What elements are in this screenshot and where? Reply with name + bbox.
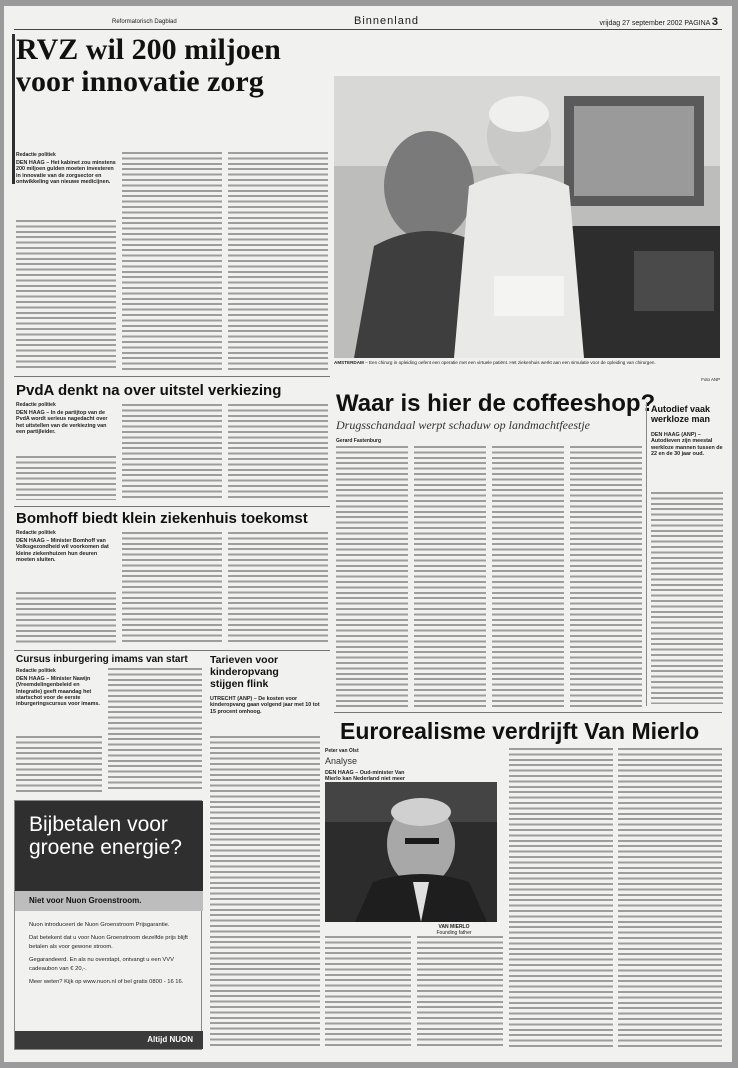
newspaper-page <box>4 6 732 1062</box>
tarieven-headline-line3: stijgen flink <box>210 678 269 690</box>
imams-headline: Cursus inburgering imams van start <box>16 654 188 665</box>
side-body <box>651 492 723 704</box>
date-page <box>600 16 718 28</box>
mierlo-byline: Peter van Olst <box>325 748 359 754</box>
coffeeshop-body-col4 <box>570 446 642 710</box>
pvda-lead: DEN HAAG – In de partijtop van de PvdA wordt serieus nagedacht over het uitstellen van de verkiezing van een partijleider. <box>16 410 108 435</box>
mierlo-body-col3 <box>509 748 613 1048</box>
photo-credit: Foto ANP <box>701 376 720 382</box>
divider <box>334 712 722 713</box>
page-label: PAGINA <box>684 20 710 27</box>
ad-tagline: Niet voor Nuon Groenstroom. <box>15 891 203 911</box>
bomhoff-lead: DEN HAAG – Minister Bomhoff van Volksgezondheid wil voorkomen dat kleine ziekenhuizen hun deuren moeten sluiten. <box>16 538 109 563</box>
ad-footer <box>15 1031 203 1049</box>
surgery-photo <box>334 76 720 358</box>
paper-name: Reformatorisch Dagblad <box>112 19 177 25</box>
mierlo-caption-role: Founding father <box>436 930 472 936</box>
rvz-body-col3 <box>228 152 328 370</box>
nuon-logo: Altijd NUON <box>147 1035 193 1044</box>
bomhoff-body-col1 <box>16 592 116 644</box>
mierlo-headline: Eurorealisme verdrijft Van Mierlo <box>340 718 700 744</box>
mierlo-body-col1 <box>325 936 411 1048</box>
side-headline: Autodief vaak werkloze man <box>651 404 711 424</box>
ad-copy-line: Nuon introduceert de Nuon Groenstroom Prijsgarantie. <box>29 922 170 928</box>
ad-copy-line: Dat betekent dat u voor Nuon Groenstroom dezelfde prijs blijft betalen als voor gewone stroom. <box>29 934 188 951</box>
coffeeshop-body-col3 <box>492 446 564 710</box>
pvda-headline: PvdA denkt na over uitstel verkiezing <box>16 382 282 399</box>
caption-text: – Een chirurg in opleiding oefent een operatie met een virtuele patiënt. Het ziekenhuis werkt aan een simulatie voor de opleiding van chirurgen. <box>365 360 656 365</box>
ad-copy <box>29 921 197 991</box>
imams-body-col1 <box>16 736 102 792</box>
caption-place: AMSTERDAM <box>334 360 364 365</box>
divider <box>14 376 330 377</box>
nuon-advertisement[interactable] <box>14 800 202 1050</box>
surgery-photo-image <box>334 76 720 358</box>
bomhoff-body-col3 <box>228 532 328 644</box>
rvz-body-col1 <box>16 220 116 370</box>
tarieven-headline-line1: Tarieven voor <box>210 654 279 666</box>
pvda-body-col3 <box>228 404 328 500</box>
coffeeshop-body-col1 <box>336 446 408 710</box>
divider <box>14 650 330 651</box>
tarieven-lead: UTRECHT (ANP) – De kosten voor kinderopvang gaan volgend jaar met 10 tot 15 procent omhoog. <box>210 696 320 715</box>
section-title: Binnenland <box>354 15 420 27</box>
imams-body-col2 <box>108 668 202 792</box>
mierlo-kicker: Analyse <box>325 756 358 766</box>
tarieven-headline <box>210 654 320 690</box>
coffeeshop-byline: Gerard Fastenburg <box>336 438 382 444</box>
divider <box>14 506 330 507</box>
mierlo-lead: DEN HAAG – Oud-minister Van Mierlo kan Nederland niet meer <box>325 770 405 783</box>
van-mierlo-caption <box>424 924 484 936</box>
coffeeshop-headline: Waar is hier de coffeeshop? <box>336 390 656 417</box>
side-article <box>646 402 722 706</box>
rvz-body-col2 <box>122 152 222 370</box>
side-lead: DEN HAAG (ANP) – Autodieven zijn meestal werkloze mannen tussen de 22 en de 30 jaar oud. <box>651 432 723 457</box>
rvz-headline-line2: voor innovatie zorg <box>16 64 264 98</box>
coffeeshop-body-col2 <box>414 446 486 710</box>
ad-copy-line: Meer weten? Kijk op www.nuon.nl of bel gratis 0800 - 16 16. <box>29 978 184 985</box>
pvda-byline: Redactie politiek <box>16 402 56 408</box>
mierlo-body-col4 <box>618 748 722 1048</box>
mierlo-caption-name: VAN MIERLO <box>438 924 470 930</box>
tarieven-headline-line2: kinderopvang <box>210 666 279 678</box>
mierlo-body-col2 <box>417 936 503 1048</box>
rvz-byline: Redactie politiek <box>16 152 56 158</box>
rvz-lead: DEN HAAG – Het kabinet zou minstens 200 miljoen gulden moeten investeren in innovatie van de zorgsector en ontwikkeling van nieuwe medicijnen. <box>16 160 116 185</box>
van-mierlo-photo-image <box>325 782 497 922</box>
pvda-body-col2 <box>122 404 222 500</box>
van-mierlo-photo <box>325 782 497 922</box>
coffeeshop-kicker: Drugsschandaal werpt schaduw op landmachtfeestje <box>336 418 590 432</box>
ad-headline: Bijbetalen voor groene energie? <box>29 813 182 859</box>
bomhoff-headline: Bomhoff biedt klein ziekenhuis toekomst <box>16 510 308 527</box>
masthead <box>14 14 722 30</box>
page-number: 3 <box>711 16 718 28</box>
rvz-headline <box>16 34 281 97</box>
issue-date: vrijdag 27 september 2002 <box>599 20 683 27</box>
bomhoff-body-col2 <box>122 532 222 644</box>
ad-copy-line: Gegarandeerd. En als nu overstapt, ontvangt u een VVV cadeaubon van € 20,-. <box>29 956 175 973</box>
ad-header <box>15 801 203 891</box>
section-bar <box>12 34 15 184</box>
imams-lead: DEN HAAG – Minister Nawijn (Vreemdelingenbeleid en Integratie) geeft maandag het startschot voor de eerste inburgeringscursus voor imams. <box>16 676 100 708</box>
surgery-photo-caption <box>334 360 720 382</box>
rvz-headline-line1: RVZ wil 200 miljoen <box>16 33 281 66</box>
bomhoff-byline: Redactie politiek <box>16 530 56 536</box>
imams-byline: Redactie politiek <box>16 668 56 674</box>
pvda-body-col1 <box>16 456 116 500</box>
tarieven-body <box>210 736 320 1046</box>
